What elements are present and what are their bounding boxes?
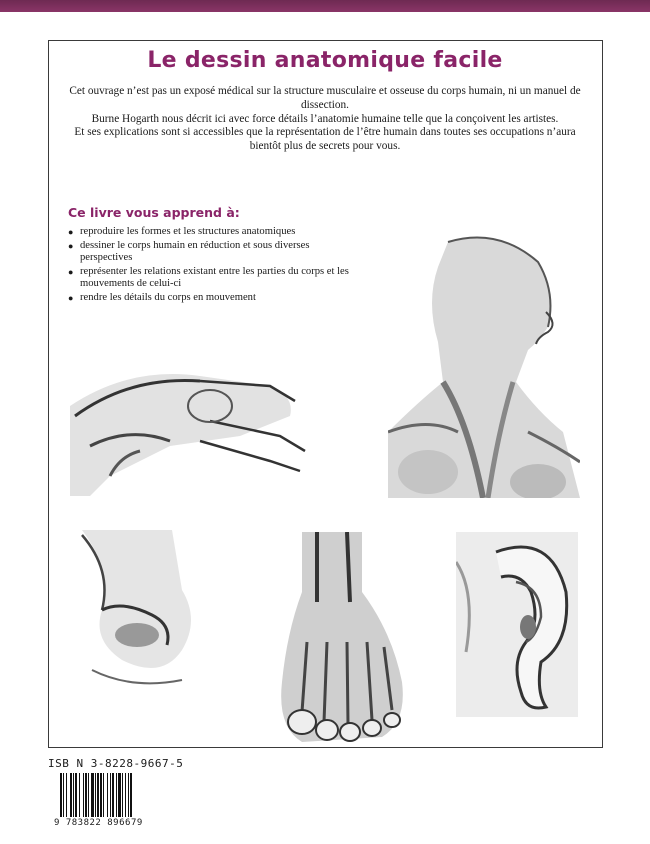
ear-drawing: [456, 532, 578, 717]
list-item: ● dessiner le corps humain en réduction et sous diverses perspectives: [68, 240, 358, 265]
list-item: ● rendre les détails du corps en mouvement: [68, 292, 358, 305]
intro-line-1: Cet ouvrage n’est pas un exposé médical sur la structure musculaire et osseuse du corps humain, ni un manuel de dissection.: [69, 85, 581, 111]
barcode: [60, 773, 158, 819]
isbn-text: ISB N 3-8228-9667-5: [48, 757, 184, 770]
intro-line-3: Et ses explications sont si accessibles que la représentation de l’être humain dans toutes ses occupations n’aura bientôt plus de secrets pour vous.: [74, 126, 576, 153]
intro-text: [60, 85, 590, 154]
foot-drawing: [262, 532, 420, 746]
book-title: Le dessin anatomique facile: [147, 48, 503, 73]
nose-drawing: [72, 530, 200, 708]
list-item: ● reproduire les formes et les structures anatomiques: [68, 226, 358, 239]
list-item: ● représenter les relations existant entre les parties du corps et les mouvements de celui-ci: [68, 266, 358, 291]
head-neck-drawing: [388, 232, 580, 498]
learn-list: [68, 226, 358, 306]
learn-heading: Ce livre vous apprend à:: [68, 205, 240, 220]
top-color-band: [0, 0, 650, 12]
hand-drawing: [70, 346, 352, 496]
barcode-number: 9 783822 896679: [54, 818, 143, 828]
intro-line-2: Burne Hogarth nous décrit ici avec force détails l’anatomie humaine telle que la conçoivent les artistes.: [91, 112, 559, 125]
